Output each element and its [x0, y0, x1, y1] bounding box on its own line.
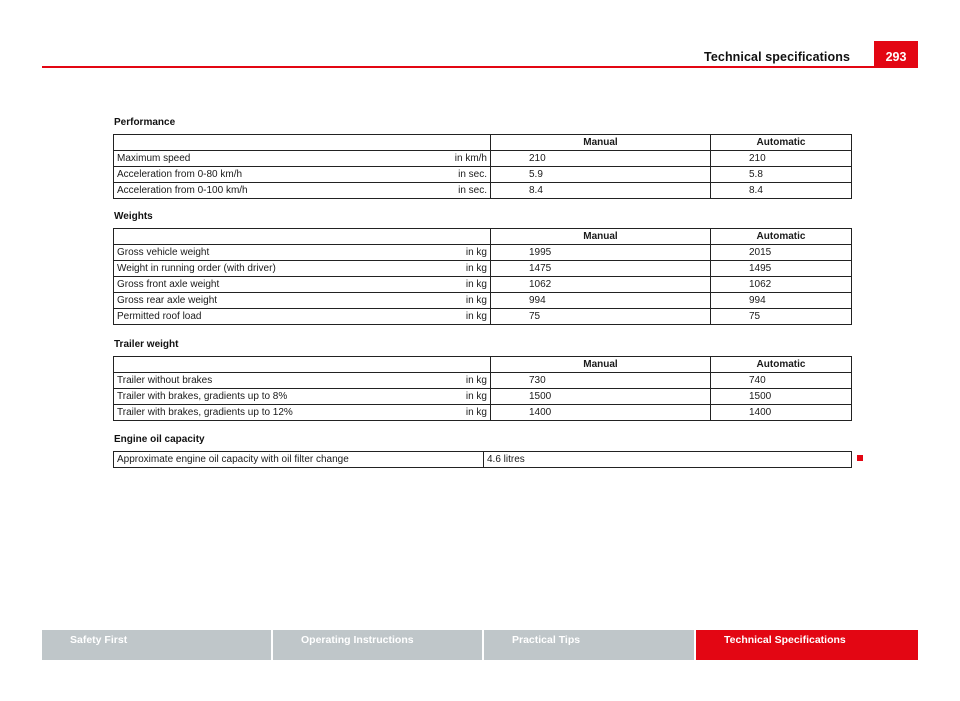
value-manual: 8.4: [491, 183, 711, 199]
row-unit: in kg: [444, 245, 491, 261]
table-row: [114, 452, 852, 468]
value-manual: 1500: [491, 389, 711, 405]
row-label: Trailer with brakes, gradients up to 8%: [114, 389, 444, 405]
value-automatic: 994: [711, 293, 852, 309]
value-automatic: 1400: [711, 405, 852, 421]
row-unit: in kg: [444, 405, 491, 421]
value-automatic: 75: [711, 309, 852, 325]
footer-tab-technical-specifications[interactable]: Technical Specifications: [696, 630, 918, 660]
weights-table: [113, 228, 852, 325]
page-number: 293: [874, 41, 918, 66]
end-of-section-marker: [857, 455, 863, 461]
value-manual: 5.9: [491, 167, 711, 183]
table-header-empty: [114, 135, 491, 151]
table-row: [114, 373, 852, 389]
section-title-weights: Weights: [114, 211, 153, 222]
oil-table: [113, 451, 852, 468]
header-rule: [42, 66, 918, 68]
section-title-trailer: Trailer weight: [114, 339, 179, 350]
table-row: [114, 245, 852, 261]
footer-tab-practical-tips[interactable]: Practical Tips: [484, 630, 694, 660]
table-row: [114, 293, 852, 309]
value-automatic: 210: [711, 151, 852, 167]
row-label: Trailer without brakes: [114, 373, 444, 389]
value-automatic: 1500: [711, 389, 852, 405]
row-unit: in sec.: [444, 167, 491, 183]
table-row: [114, 151, 852, 167]
value-manual: 1995: [491, 245, 711, 261]
row-label: Acceleration from 0-100 km/h: [114, 183, 444, 199]
trailer-table: [113, 356, 852, 421]
section-title-oil: Engine oil capacity: [114, 434, 205, 445]
value-manual: 994: [491, 293, 711, 309]
value-automatic: 8.4: [711, 183, 852, 199]
value-manual: 210: [491, 151, 711, 167]
section-title-performance: Performance: [114, 117, 176, 128]
table-row: [114, 389, 852, 405]
table-header-row: [114, 229, 852, 245]
row-label: Gross vehicle weight: [114, 245, 444, 261]
row-label: Approximate engine oil capacity with oil filter change: [114, 452, 484, 468]
column-header-automatic: Automatic: [711, 229, 852, 245]
row-label: Permitted roof load: [114, 309, 444, 325]
footer-tab-operating-instructions[interactable]: Operating Instructions: [273, 630, 482, 660]
column-header-manual: Manual: [491, 357, 711, 373]
table-header-empty: [114, 229, 491, 245]
row-unit: in kg: [444, 389, 491, 405]
row-unit: in kg: [444, 261, 491, 277]
value-automatic: 1062: [711, 277, 852, 293]
table-row: [114, 183, 852, 199]
column-header-automatic: Automatic: [711, 135, 852, 151]
table-row: [114, 167, 852, 183]
value-manual: 1475: [491, 261, 711, 277]
value-automatic: 1495: [711, 261, 852, 277]
value-manual: 1062: [491, 277, 711, 293]
page-header-title: Technical specifications: [704, 50, 850, 64]
row-unit: in km/h: [444, 151, 491, 167]
column-header-automatic: Automatic: [711, 357, 852, 373]
row-unit: in kg: [444, 309, 491, 325]
column-header-manual: Manual: [491, 229, 711, 245]
value-manual: 75: [491, 309, 711, 325]
row-unit: in kg: [444, 293, 491, 309]
row-label: Gross rear axle weight: [114, 293, 444, 309]
footer-nav: [42, 630, 918, 660]
row-label: Trailer with brakes, gradients up to 12%: [114, 405, 444, 421]
value-automatic: 2015: [711, 245, 852, 261]
table-header-empty: [114, 357, 491, 373]
row-label: Weight in running order (with driver): [114, 261, 444, 277]
table-header-row: [114, 135, 852, 151]
footer-tab-safety-first[interactable]: Safety First: [42, 630, 271, 660]
table-row: [114, 309, 852, 325]
row-unit: in kg: [444, 277, 491, 293]
row-unit: in sec.: [444, 183, 491, 199]
value-manual: 1400: [491, 405, 711, 421]
table-header-row: [114, 357, 852, 373]
column-header-manual: Manual: [491, 135, 711, 151]
row-unit: in kg: [444, 373, 491, 389]
row-label: Gross front axle weight: [114, 277, 444, 293]
oil-capacity-value: 4.6 litres: [484, 452, 852, 468]
value-manual: 730: [491, 373, 711, 389]
value-automatic: 5.8: [711, 167, 852, 183]
table-row: [114, 277, 852, 293]
value-automatic: 740: [711, 373, 852, 389]
row-label: Acceleration from 0-80 km/h: [114, 167, 444, 183]
row-label: Maximum speed: [114, 151, 444, 167]
table-row: [114, 261, 852, 277]
performance-table: [113, 134, 852, 199]
table-row: [114, 405, 852, 421]
